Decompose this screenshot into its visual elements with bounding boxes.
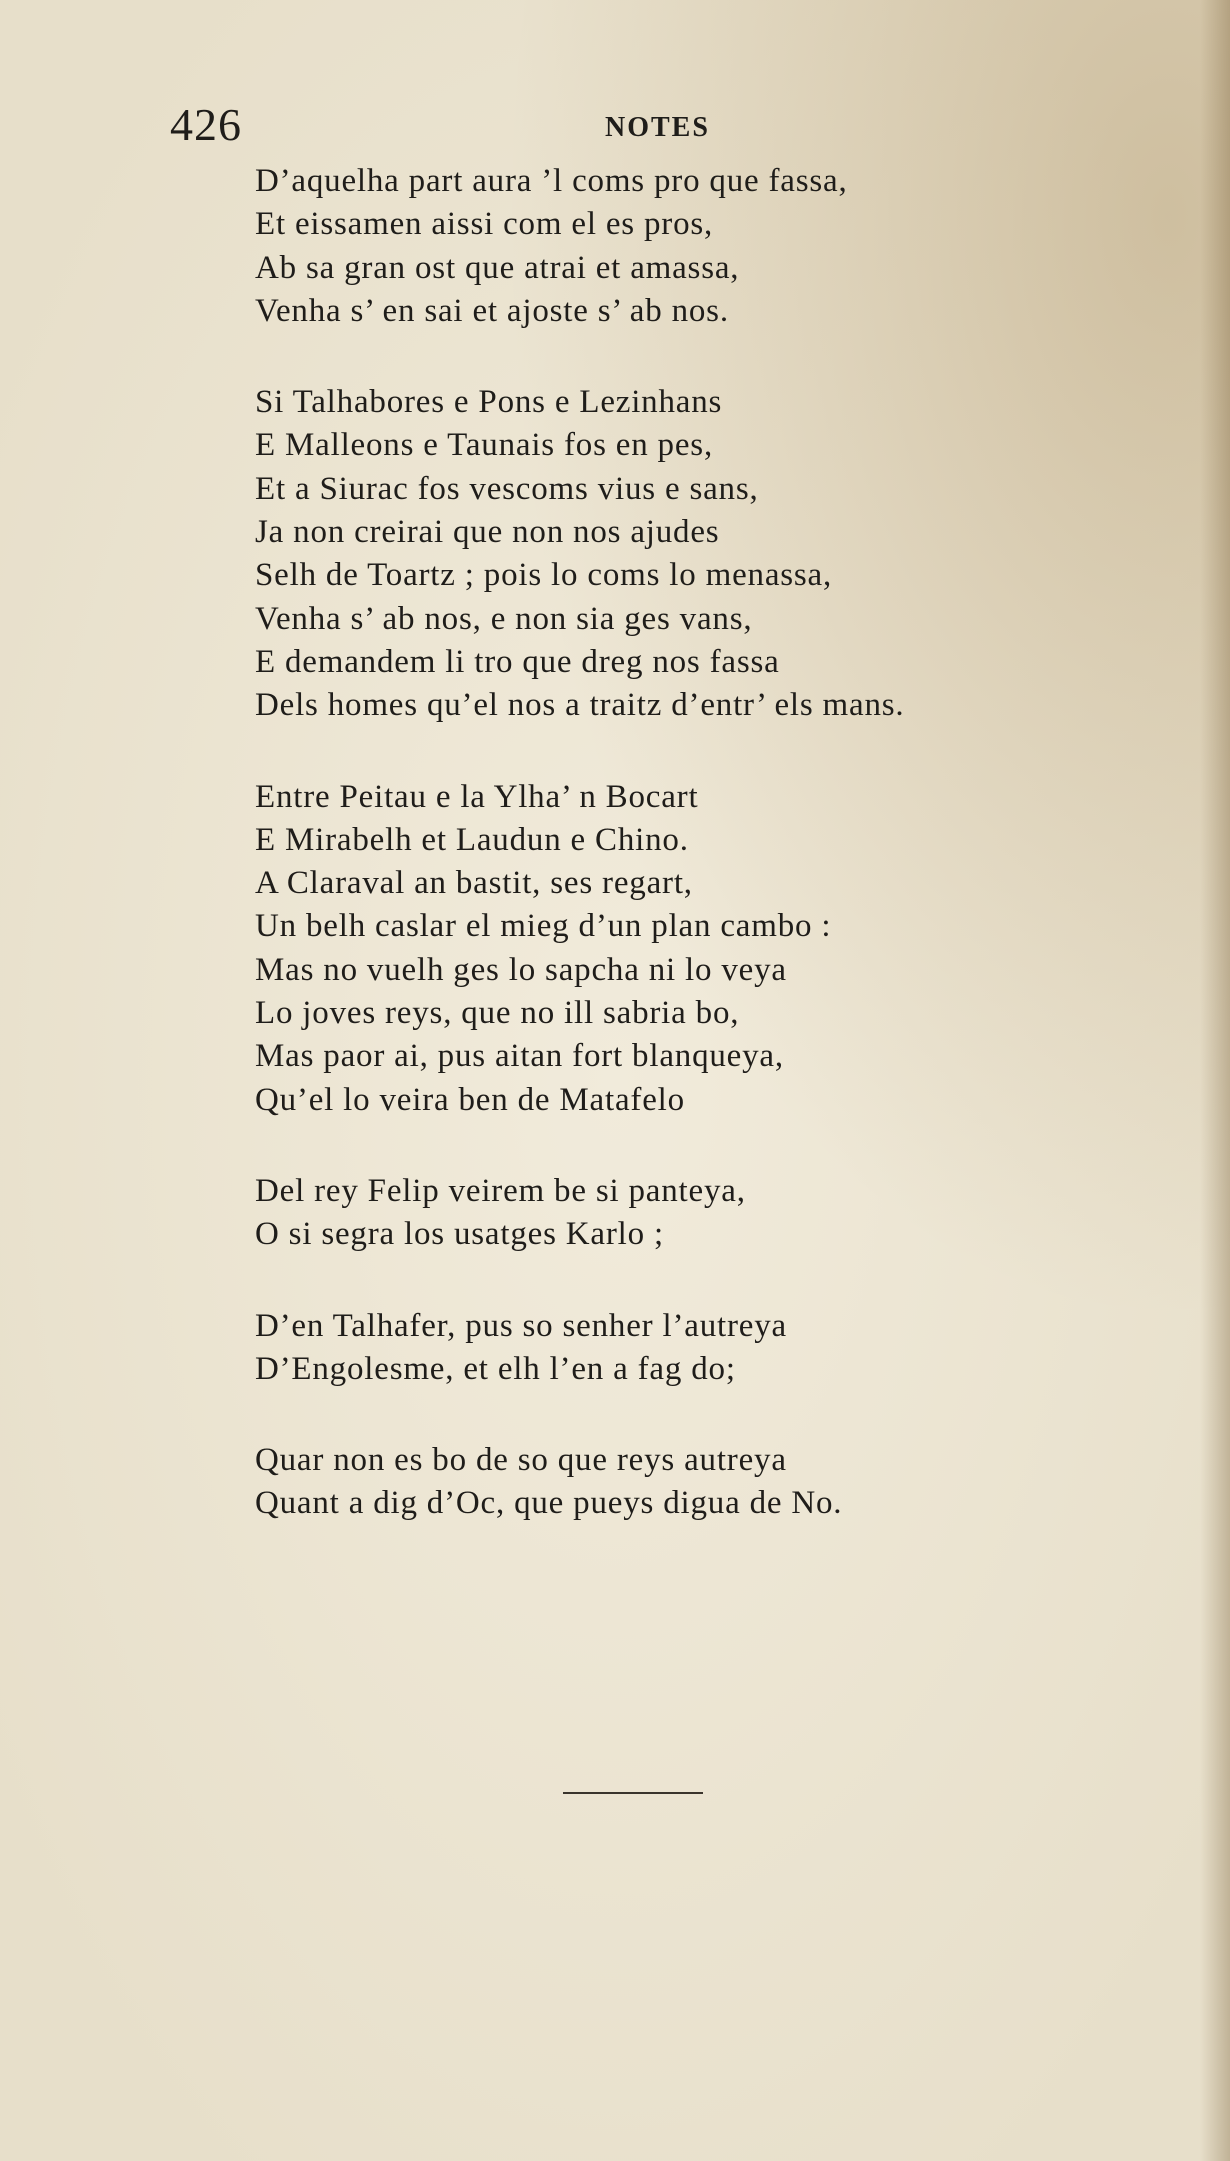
verse-line: Qu’el lo veira ben de Matafelo	[255, 1081, 685, 1118]
verse-line: A Claraval an bastit, ses regart,	[255, 865, 693, 902]
verse-body	[255, 160, 1155, 1574]
closing-rule	[563, 1792, 703, 1794]
verse-line: Selh de Toartz ; pois lo coms lo menassa,	[255, 557, 833, 594]
stanza-3	[255, 776, 1155, 1122]
verse-line: O si segra los usatges Karlo ;	[255, 1216, 664, 1253]
verse-line: Entre Peitau e la Ylha’ n Bocart	[255, 778, 699, 815]
verse-line: Del rey Felip veirem be si panteya,	[255, 1172, 746, 1209]
verse-line: Quar non es bo de so que reys autreya	[255, 1442, 787, 1479]
verse-line: D’aquelha part aura ’l coms pro que fassa,	[255, 163, 848, 199]
verse-line: Ab sa gran ost que atrai et amassa,	[255, 249, 740, 286]
page-edge-shadow	[1200, 0, 1230, 2161]
verse-line: E demandem li tro que dreg nos fassa	[255, 643, 780, 680]
verse-line: E Malleons e Taunais fos en pes,	[255, 427, 713, 464]
verse-line: E Mirabelh et Laudun e Chino.	[255, 821, 689, 858]
stanza-5	[255, 1305, 1155, 1392]
stanza-6	[255, 1439, 1155, 1526]
verse-line: Quant a dig d’Oc, que pueys digua de No.	[255, 1485, 843, 1522]
verse-line: Ja non creirai que non nos ajudes	[255, 514, 720, 551]
verse-line: Et eissamen aissi com el es pros,	[255, 206, 714, 243]
stanza-2	[255, 381, 1155, 727]
verse-line: Venha s’ en sai et ajoste s’ ab nos.	[255, 292, 729, 329]
verse-line: Mas no vuelh ges lo sapcha ni lo veya	[255, 951, 787, 988]
verse-line: D’en Talhafer, pus so senher l’autreya	[255, 1307, 787, 1344]
running-head: NOTES	[605, 112, 710, 143]
verse-line: Et a Siurac fos vescoms vius e sans,	[255, 470, 759, 507]
verse-line: Venha s’ ab nos, e non sia ges vans,	[255, 600, 753, 637]
page-number: 426	[170, 99, 242, 150]
verse-line: Lo joves reys, que no ill sabria bo,	[255, 995, 740, 1032]
stanza-1	[255, 160, 1155, 333]
verse-line: Dels homes qu’el nos a traitz d’entr’ els mans.	[255, 687, 905, 724]
verse-line: Un belh caslar el mieg d’un plan cambo :	[255, 908, 832, 945]
stanza-4	[255, 1170, 1155, 1257]
verse-line: Si Talhabores e Pons e Lezinhans	[255, 384, 723, 421]
verse-line: D’Engolesme, et elh l’en a fag do;	[255, 1350, 736, 1387]
verse-line: Mas paor ai, pus aitan fort blanqueya,	[255, 1038, 784, 1075]
page-header	[170, 100, 1070, 160]
